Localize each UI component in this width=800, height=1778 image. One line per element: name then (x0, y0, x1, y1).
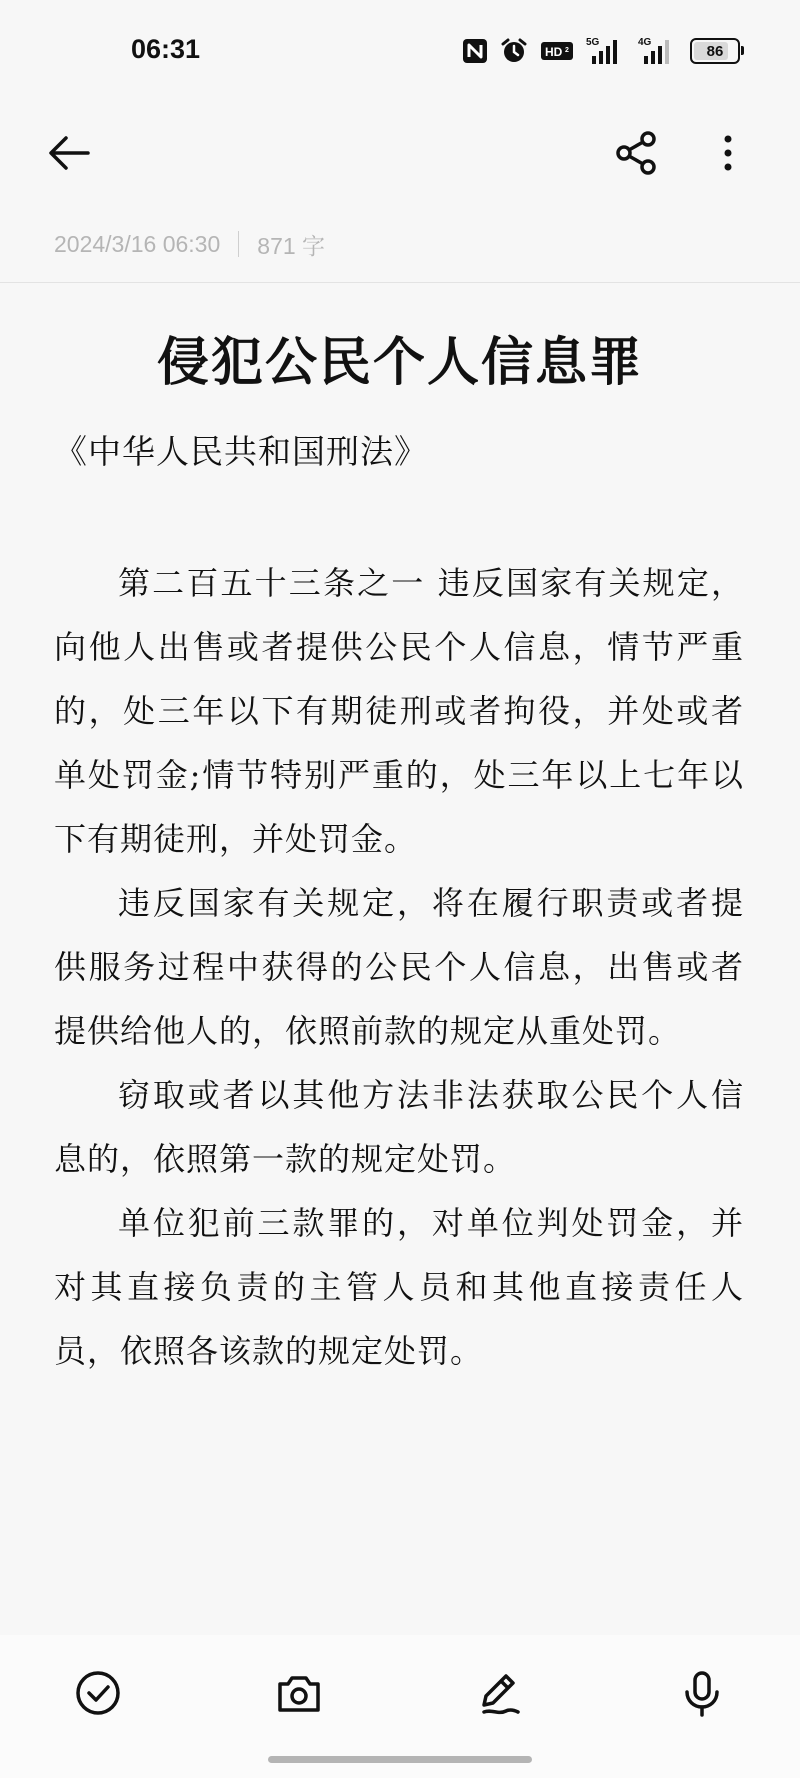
battery-indicator (690, 38, 740, 64)
meta-separator (238, 231, 239, 257)
arrow-left-icon (44, 128, 94, 178)
bottom-toolbar (0, 1635, 800, 1778)
svg-text:HD: HD (545, 45, 563, 59)
document-source[interactable]: 《中华人民共和国刑法》 (54, 432, 428, 471)
document-paragraph[interactable]: 单位犯前三款罪的，对单位判处罚金，并对其直接负责的主管人员和其他直接责任人员，依照各该款的规定处罚。 (54, 1204, 744, 1370)
document-body[interactable] (54, 551, 744, 1383)
checklist-button[interactable] (70, 1665, 126, 1721)
note-datetime: 2024/3/16 06:30 (54, 230, 221, 257)
back-button[interactable] (44, 128, 94, 178)
more-vertical-icon (703, 128, 753, 178)
handwriting-button[interactable] (472, 1665, 528, 1721)
camera-icon (271, 1665, 327, 1721)
svg-text:2: 2 (565, 47, 569, 54)
more-options-button[interactable] (703, 128, 753, 178)
microphone-icon (674, 1665, 730, 1721)
alarm-icon (500, 37, 528, 65)
status-bar (0, 0, 800, 100)
home-indicator[interactable] (268, 1756, 532, 1763)
voice-input-button[interactable] (674, 1665, 730, 1721)
document-paragraph[interactable]: 违反国家有关规定，将在履行职责或者提供服务过程中获得的公民个人信息，出售或者提供给他人的，依照前款的规定从重处罚。 (54, 884, 744, 1050)
document-paragraph[interactable]: 第二百五十三条之一 违反国家有关规定，向他人出售或者提供公民个人信息，情节严重的，处三年以下有期徒刑或者拘役，并处或者单处罚金;情节特别严重的，处三年以上七年以下有期徒刑，并处罚金。 (54, 564, 744, 858)
signal-4g-icon (638, 36, 678, 66)
hd-icon (540, 39, 574, 63)
share-icon (612, 128, 662, 178)
status-time: 06:31 (131, 34, 201, 64)
status-icons (462, 33, 740, 69)
share-button[interactable] (612, 128, 662, 178)
check-circle-icon (70, 1665, 126, 1721)
document-paragraph[interactable]: 窃取或者以其他方法非法获取公民个人信息的，依照第一款的规定处罚。 (54, 1076, 744, 1178)
header-divider (0, 282, 800, 283)
note-meta (54, 224, 325, 264)
battery-level: 86 (706, 42, 724, 60)
document-title[interactable]: 侵犯公民个人信息罪 (156, 332, 643, 393)
toolbar (0, 108, 800, 198)
pen-icon (472, 1665, 528, 1721)
svg-text:4G: 4G (638, 37, 652, 48)
nfc-icon (462, 38, 488, 64)
svg-text:5G: 5G (586, 37, 600, 48)
signal-5g-icon (586, 36, 626, 66)
note-word-count: 871 字 (257, 232, 326, 259)
camera-button[interactable] (271, 1665, 327, 1721)
